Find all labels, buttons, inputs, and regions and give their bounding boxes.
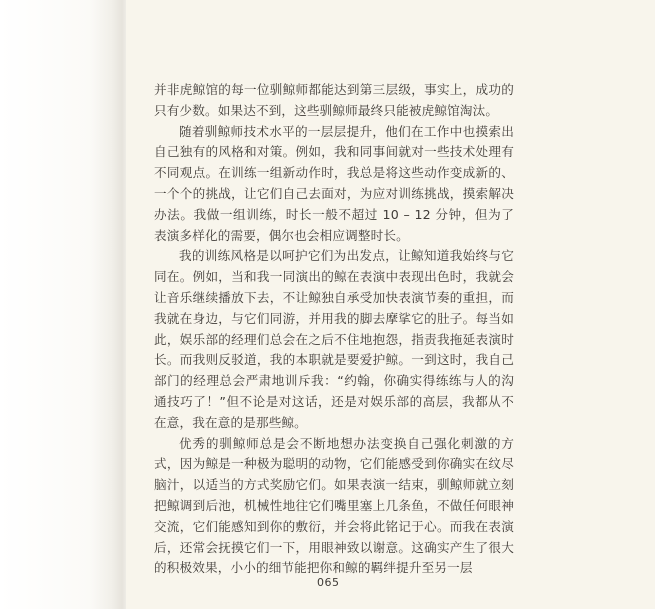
body-text (154, 80, 514, 579)
paragraph-4: 优秀的驯鲸师总是会不断地想办法变换自己强化刺激的方式，因为鲸是一种极为聪明的动物，它们能感受到你确实在纹尽脑汁，以适当的方式奖励它们。如果表演一结束，驯鲸师就立刻把鲸调到后池，机械性地往它们嘴里塞上几条鱼，不做任何眼神交流，它们能感知到你的敷衍，并会将此铭记于心。而我在表演后，还常会抚摸它们一下，用眼神致以谢意。这确实产生了很大的积极效果，小小的细节能把你和鲸的羁绊提升至另一层 (154, 435, 514, 576)
page-number: 065 (317, 576, 340, 589)
paragraph-1: 并非虎鲸馆的每一位驯鲸师都能达到第三层级，事实上，成功的只有少数。如果达不到，这些驯鲸师最终只能被虎鲸馆淘汰。 (154, 82, 514, 118)
paragraph-2: 随着驯鲸师技术水平的一层层提升，他们在工作中也摸索出自己独有的风格和对策。例如，我和同事间就对一些技术处理有不同观点。在训练一组新动作时，我总是将这些动作变成新的、一个个的挑战，让它们自己去面对，为应对训练挑战，摸索解决办法。我做一组训练，时长一般不超过 10 – 12 分钟，但为了表演多样化的需要，偶尔也会相应调整时长。 (154, 123, 514, 243)
paragraph-3: 我的训练风格是以呵护它们为出发点，让鲸知道我始终与它同在。例如，当和我一同演出的鲸在表演中表现出色时，我就会让音乐继续播放下去，不让鲸独自承受加快表演节奏的重担，而我就在身边，与它们同游，并用我的脚去摩挲它的肚子。每当如此，娱乐部的经理们总会在之后不住地抱怨，指责我拖延表演时长。而我则反驳道，我的本职就是要爱护鲸。一到这时，我自己部门的经理总会严肃地训斥我：“约翰，你确实得练练与人的沟通技巧了！”但不论是对这话，还是对娱乐部的高层，我都从不在意，我在意的是那些鲸。 (154, 248, 514, 430)
binding-gutter (0, 0, 126, 609)
